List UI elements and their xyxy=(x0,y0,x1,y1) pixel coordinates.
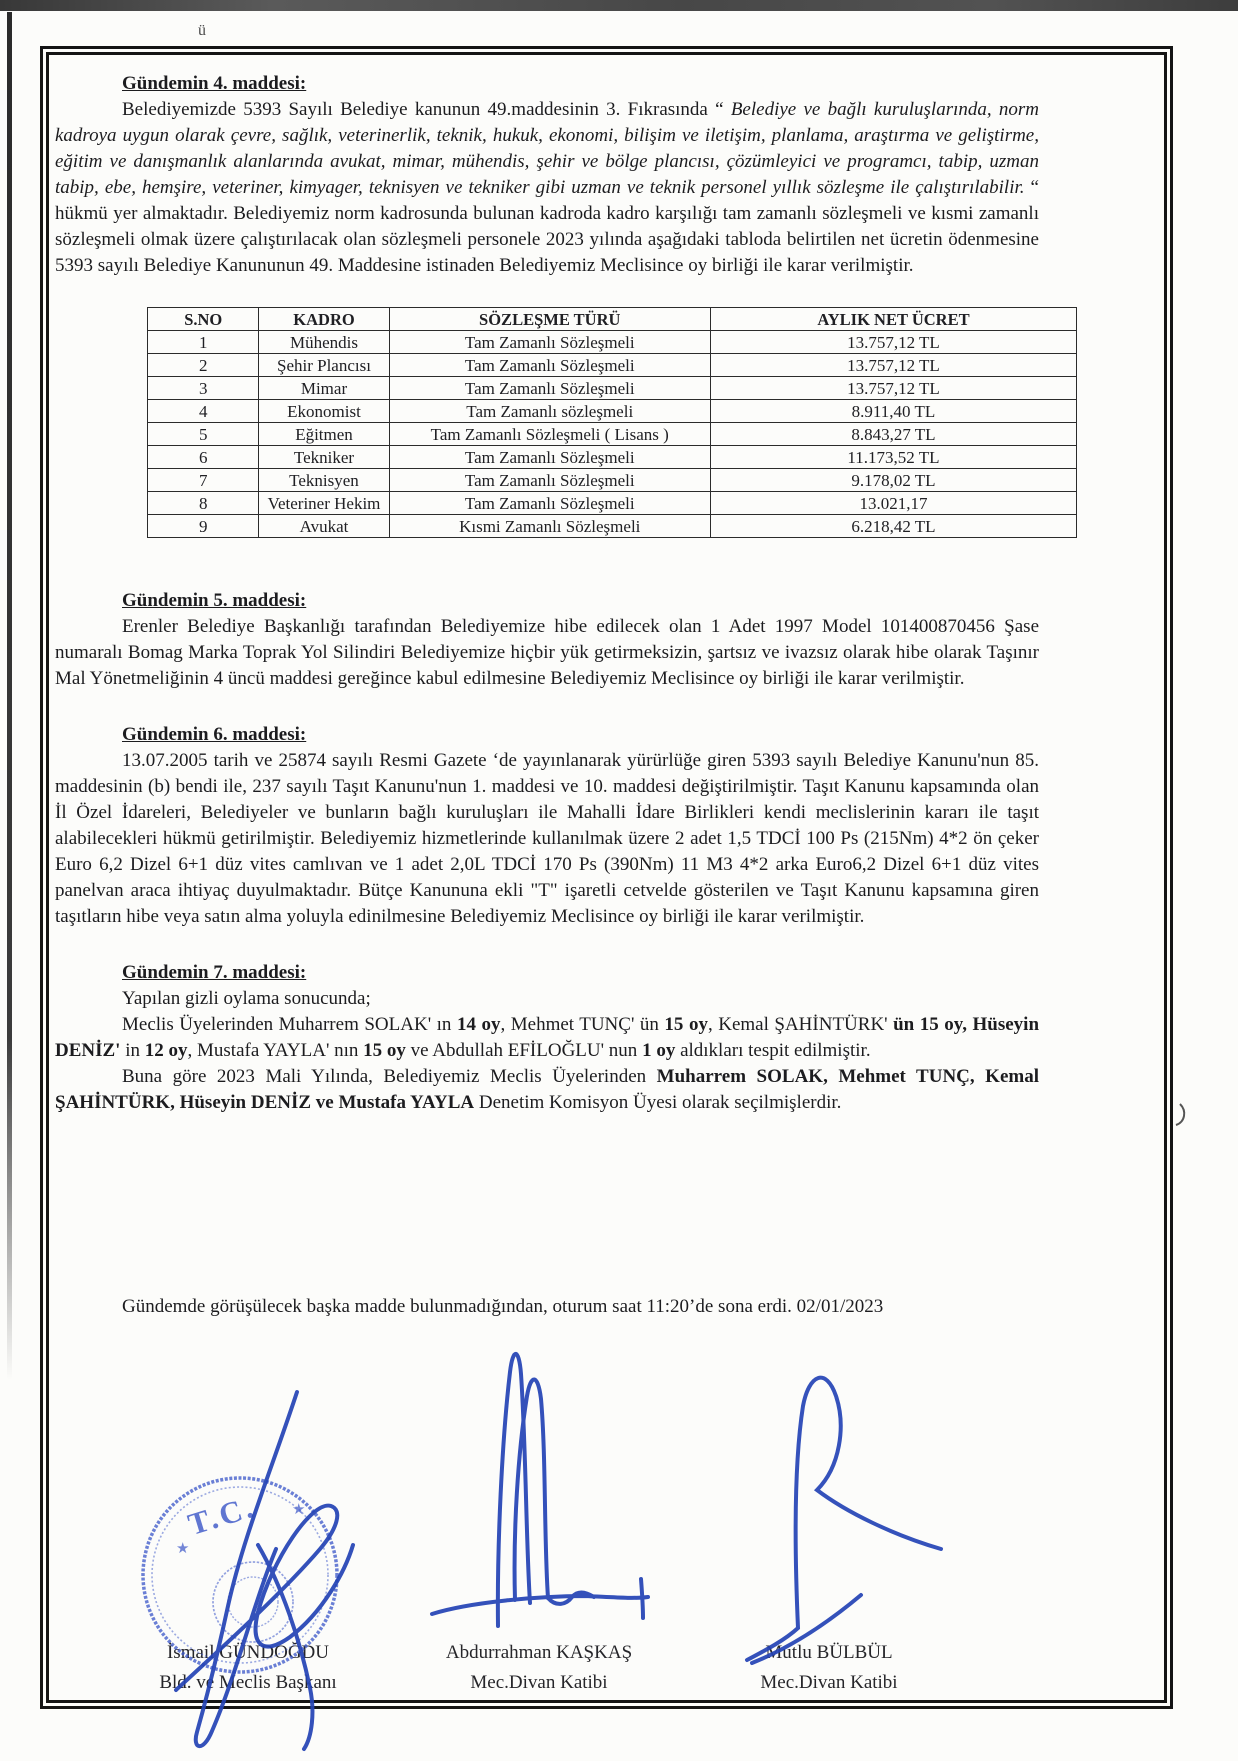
table-cell: 8 xyxy=(148,492,259,515)
table-cell: Tam Zamanlı Sözleşmeli xyxy=(389,354,710,377)
column-header: SÖZLEŞME TÜRÜ xyxy=(389,308,710,331)
paragraph: Belediyemizde 5393 Sayılı Belediye kanunun 49.maddesinin 3. Fıkrasında “ Belediye ve bağlı kuruluşlarında, norm kadroya uygun olarak çevre, sağlık, veterinerlik, teknik, hukuk, ekonomi, bilişim ve iletişim, planlama, araştırma ve geliştirme, eğitim ve danışmanlık alanlarında avukat, mimar, mühendis, şehir ve bölge plancısı, çözümleyici ve programcı, tabip, uzman tabip, ebe, hemşire, veteriner, kimyager, teknisyen ve tekniker gibi uzman ve teknik personel yıllık sözleşme ile çalıştırılabilir. “ hükmü yer almaktadır. Belediyemiz norm kadrosunda bulunan kadroda kadro karşılığı tam zamanlı sözleşmeli ve kısmi zamanlı sözleşmeli olmak üzere çalıştırılacak olan sözleşmeli personele 2023 yılında aşağıdaki tabloda belirtilen net ücretin ödenmesine 5393 sayılı Belediye Kanununun 49. Maddesine istinaden Belediyemiz Meclisince oy birliği ile karar verilmiştir. xyxy=(55,99,1039,276)
signer-name: Mutlu BÜLBÜL xyxy=(765,1642,893,1663)
table-cell: 4 xyxy=(148,400,259,423)
table-cell: Mimar xyxy=(259,377,389,400)
page-border-frame xyxy=(40,46,1173,1709)
table-cell: 2 xyxy=(148,354,259,377)
paragraph: Erenler Belediye Başkanlığı tarafından Belediyemize hibe edilecek olan 1 Adet 1997 Model 101400870456 Şase numaralı Bomag Marka Toprak Yol Silindiri Belediyemize hiçbir yük getirmeksizin, şartsız ve ivazsız olarak hibe olarak Taşınır Mal Yönetmeliğinin 4 üncü maddesi gereğince kabul edilmesine Belediyemiz Meclisince oy birliği ile karar verilmiştir. xyxy=(55,616,1039,689)
stamp-star-left: ★ xyxy=(176,1541,190,1557)
table-cell: 6 xyxy=(148,446,259,469)
section-heading: Gündemin 7. maddesi: xyxy=(122,962,307,983)
table-row xyxy=(148,469,1077,492)
paragraph: Yapılan gizli oylama sonucunda; xyxy=(122,988,371,1009)
table-cell: 5 xyxy=(148,423,259,446)
signer-name: İsmail GÜNDOĞDU xyxy=(166,1642,329,1663)
section-gundem-7 xyxy=(55,960,1039,1116)
closing-paragraph: Gündemde görüşülecek başka madde bulunmadığından, oturum saat 11:20’de sona erdi. 02/01/2023 xyxy=(122,1296,884,1317)
section-heading: Gündemin 5. maddesi: xyxy=(122,590,307,611)
table-cell: Tam Zamanlı sözleşmeli xyxy=(389,400,710,423)
table-row xyxy=(148,423,1077,446)
table-cell: Tam Zamanlı Sözleşmeli xyxy=(389,469,710,492)
column-header: KADRO xyxy=(259,308,389,331)
salary-table xyxy=(147,307,1077,538)
column-header: S.NO xyxy=(148,308,259,331)
table-cell: 8.911,40 TL xyxy=(710,400,1076,423)
table-cell: Ekonomist xyxy=(259,400,389,423)
table-cell: Avukat xyxy=(259,515,389,538)
table-cell: 9 xyxy=(148,515,259,538)
salary-table-wrapper xyxy=(147,307,1039,538)
signer-title: Mec.Divan Katibi xyxy=(470,1672,608,1693)
paragraph: Buna göre 2023 Mali Yılında, Belediyemiz Meclis Üyelerinden Muharrem SOLAK, Mehmet TUNÇ, Kemal ŞAHİNTÜRK, Hüseyin DENİZ ve Mustafa YAYLA Denetim Komisyon Üyesi olarak seçilmişlerdir. xyxy=(55,1066,1039,1113)
table-cell: Mühendis xyxy=(259,331,389,354)
table-cell: Teknisyen xyxy=(259,469,389,492)
table-cell: 13.021,17 xyxy=(710,492,1076,515)
scan-edge-artifact-top xyxy=(0,0,1238,11)
scan-artifact-hook xyxy=(1176,1104,1184,1125)
stamp-star-right: ★ xyxy=(292,1502,306,1518)
table-row xyxy=(148,354,1077,377)
section-gundem-5 xyxy=(55,588,1039,692)
table-cell: 13.757,12 TL xyxy=(710,377,1076,400)
section-heading: Gündemin 4. maddesi: xyxy=(122,73,307,94)
signature-block-clerk-1 xyxy=(413,1638,665,1698)
table-cell: 1 xyxy=(148,331,259,354)
table-cell: Tam Zamanlı Sözleşmeli xyxy=(389,331,710,354)
stray-pen-mark: ü xyxy=(198,22,206,39)
table-cell: 7 xyxy=(148,469,259,492)
table-cell: Şehir Plancısı xyxy=(259,354,389,377)
paragraph: 13.07.2005 tarih ve 25874 sayılı Resmi Gazete ‘de yayınlanarak yürürlüğe giren 5393 sayılı Belediye Kanunu'nun 85. maddesinin (b) bendi ile, 237 sayılı Taşıt Kanunu'nun 1. maddesi ve 10. maddesi değiştirilmiştir. Taşıt Kanunu kapsamında olan İl Özel İdareleri, Belediyeler ve bunların bağlı kuruluşları ile Mahalli İdare Birlikleri kendi meclislerinin kararı ile taşıt alabilecekleri hükmü getirilmiştir. Belediyemiz hizmetlerinde kullanılmak üzere 2 adet 1,5 TDCİ 100 Ps (215Nm) 4*2 ön çeker Euro 6,2 Dizel 6+1 düz vites camlıvan ve 1 adet 2,0L TDCİ 170 Ps (390Nm) 11 M3 4*2 arka Euro6,2 Dizel 6+1 düz vites panelvan araca ihtiyaç duyulmaktadır. Bütçe Kanununa ekli "T" işaretli cetvelde gösterilen ve Taşıt Kanunu kapsamına giren taşıtların hibe veya satın alma yoluyla edinilmesine Belediyemiz Meclisince oy birliği ile karar verilmiştir. xyxy=(55,750,1039,927)
table-cell: Tam Zamanlı Sözleşmeli xyxy=(389,377,710,400)
column-header: AYLIK NET ÜCRET xyxy=(710,308,1076,331)
signer-name: Abdurrahman KAŞKAŞ xyxy=(445,1642,633,1663)
table-row xyxy=(148,446,1077,469)
table-cell: 3 xyxy=(148,377,259,400)
table-row xyxy=(148,400,1077,423)
table-cell: 13.757,12 TL xyxy=(710,331,1076,354)
signature-block-clerk-2 xyxy=(703,1638,955,1698)
table-cell: 9.178,02 TL xyxy=(710,469,1076,492)
signature-block-mayor xyxy=(118,1638,378,1698)
table-row xyxy=(148,492,1077,515)
table-cell: Kısmi Zamanlı Sözleşmeli xyxy=(389,515,710,538)
section-gundem-4 xyxy=(55,71,1039,538)
table-cell: Tam Zamanlı Sözleşmeli xyxy=(389,492,710,515)
table-row xyxy=(148,515,1077,538)
table-row xyxy=(148,377,1077,400)
table-cell: 6.218,42 TL xyxy=(710,515,1076,538)
table-cell: Eğitmen xyxy=(259,423,389,446)
table-cell: Veteriner Hekim xyxy=(259,492,389,515)
table-cell: Tam Zamanlı Sözleşmeli xyxy=(389,446,710,469)
table-cell: Tam Zamanlı Sözleşmeli ( Lisans ) xyxy=(389,423,710,446)
table-cell: 13.757,12 TL xyxy=(710,354,1076,377)
table-cell: 8.843,27 TL xyxy=(710,423,1076,446)
scan-edge-artifact-left xyxy=(7,12,12,1380)
signer-title: Mec.Divan Katibi xyxy=(760,1672,898,1693)
stamp-label: T.C. xyxy=(183,1488,260,1542)
document-body xyxy=(55,71,1039,1320)
paragraph: Meclis Üyelerinden Muharrem SOLAK' ın 14 oy, Mehmet TUNÇ' ün 15 oy, Kemal ŞAHİNTÜRK' ün 15 oy, Hüseyin DENİZ' in 12 oy, Mustafa YAYLA' nın 15 oy ve Abdullah EFİLOĞLU' nun 1 oy aldıkları tespit edilmiştir. xyxy=(55,1014,1040,1061)
signer-title: Bld. ve Meclis Başkanı xyxy=(159,1672,337,1693)
section-heading: Gündemin 6. maddesi: xyxy=(122,724,307,745)
table-row xyxy=(148,331,1077,354)
table-cell: 11.173,52 TL xyxy=(710,446,1076,469)
table-cell: Tekniker xyxy=(259,446,389,469)
section-gundem-6 xyxy=(55,722,1039,930)
